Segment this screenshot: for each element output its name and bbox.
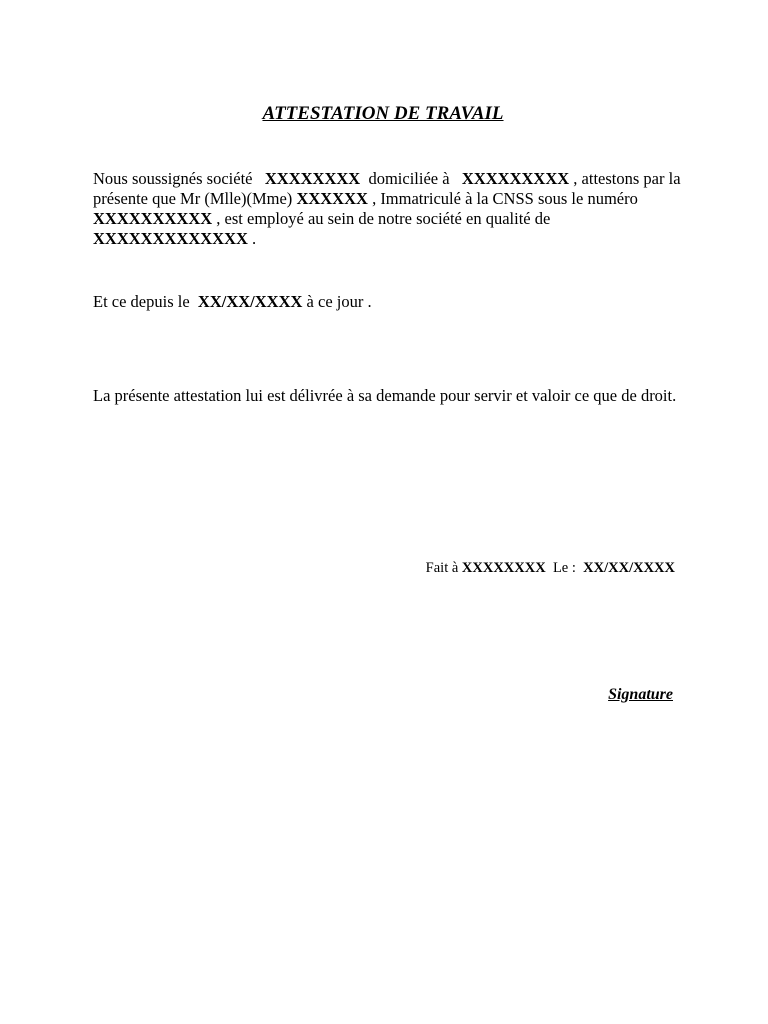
signature-label: Signature (608, 686, 673, 703)
text-segment: à ce jour . (306, 292, 372, 311)
fait-label: Fait à (425, 560, 459, 576)
company-name-placeholder: XXXXXXXX (264, 169, 361, 188)
text-segment: . (252, 229, 257, 248)
start-date-placeholder: XX/XX/XXXX (197, 292, 303, 311)
job-position-placeholder: XXXXXXXXXXXXX (93, 229, 248, 248)
text-segment: Et ce depuis le (93, 292, 190, 311)
company-address-placeholder: XXXXXXXXX (461, 169, 570, 188)
text-segment: domiciliée à (368, 169, 450, 188)
date-placeholder: XX/XX/XXXX (583, 560, 675, 576)
place-and-date-line (300, 559, 675, 577)
paragraph-closing-statement: La présente attestation lui est délivrée à sa demande pour servir et valoir ce que de droit. (93, 386, 677, 405)
cnss-number-placeholder: XXXXXXXXXX (93, 209, 213, 228)
text-segment: Nous soussignés société (93, 169, 253, 188)
paragraph-start-date (93, 292, 683, 312)
text-segment: , est employé au sein de notre société en qualité de (216, 209, 551, 228)
date-label: Le : (552, 560, 576, 576)
employee-name-placeholder: XXXXXX (296, 189, 368, 208)
document-title: ATTESTATION DE TRAVAIL (262, 103, 504, 124)
place-placeholder: XXXXXXXX (461, 560, 546, 576)
paragraph-employment-details (93, 169, 683, 249)
text-segment: , attestons par la présente que Mr (Mlle)(Mme) (93, 169, 681, 208)
text-segment: , Immatriculé à la CNSS sous le numéro (372, 189, 638, 208)
